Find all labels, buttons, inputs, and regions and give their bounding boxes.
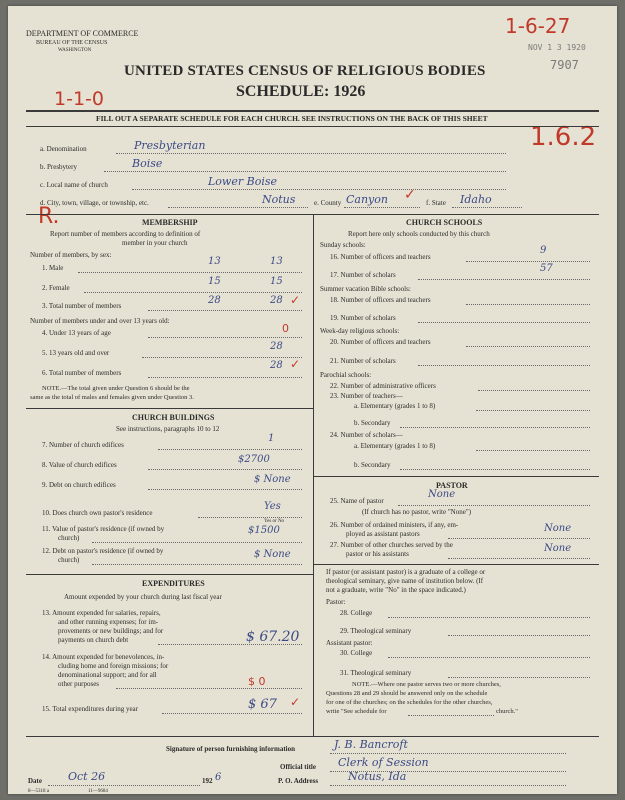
year-prefix: 192 <box>202 777 213 785</box>
q5-label: 5. 13 years old and over <box>42 349 110 357</box>
q18-label: 18. Number of officers and teachers <box>330 296 431 304</box>
q26-label-1: 26. Number of ordained ministers, if any, em- <box>330 521 459 529</box>
county-check-mark: ✓ <box>404 187 416 203</box>
q11-label-2: church) <box>58 534 80 542</box>
q19-label: 19. Number of scholars <box>330 314 396 322</box>
bureau-name: BUREAU OF THE CENSUS <box>36 40 108 46</box>
red-date-mark: 1-6-27 <box>505 14 571 38</box>
q27-label-1: 27. Number of other churches served by the <box>330 541 453 549</box>
q24a-label: a. Elementary (grades 1 to 8) <box>354 442 436 450</box>
q25-label: 25. Name of pastor <box>330 497 384 505</box>
expenditures-heading: EXPENDITURES <box>142 579 205 588</box>
q6-label: 6. Total number of members <box>42 369 122 377</box>
q28-label: 28. College <box>340 609 373 617</box>
q26-value: None <box>544 523 572 534</box>
q6-value: 28 <box>270 360 283 371</box>
state-value: Idaho <box>460 193 492 206</box>
buildings-heading: CHURCH BUILDINGS <box>132 413 215 422</box>
schedule-title: SCHEDULE: 1926 <box>236 83 366 100</box>
q14-label-3: denominational support; and for all <box>58 671 157 679</box>
by-sex-label: Number of members, by sex: <box>30 251 112 259</box>
parochial-label: Parochial schools: <box>320 371 372 379</box>
bureau-city: WASHINGTON <box>58 48 92 53</box>
summer-label: Summer vacation Bible schools: <box>320 285 411 293</box>
q11-label-1: 11. Value of pastor's residence (if owned by <box>42 525 165 533</box>
state-label: f. State <box>426 199 446 207</box>
graduate-note-2: theological seminary, give name of institution below. (If <box>326 577 484 585</box>
q23-label: 23. Number of teachers— <box>330 392 403 400</box>
red-code-left: 1-1-0 <box>54 88 104 110</box>
q15-value: $ 67 <box>248 697 277 712</box>
red-r-mark: R. <box>38 204 60 229</box>
q6-check-mark: ✓ <box>290 357 301 371</box>
q22-label: 22. Number of administrative officers <box>330 382 436 390</box>
q14-label-4: other purposes <box>58 680 100 688</box>
q14-label-2: cluding home and foreign missions; for <box>58 662 169 670</box>
q21-label: 21. Number of scholars <box>330 357 396 365</box>
date-value: Oct 26 <box>68 770 106 783</box>
q23a-label: a. Elementary (grades 1 to 8) <box>354 402 436 410</box>
buildings-sub: See instructions, paragraphs 10 to 12 <box>116 425 220 433</box>
q8-label: 8. Value of church edifices <box>42 461 117 469</box>
q14-value: $ 0 <box>248 675 266 688</box>
pastor-sub-label: Pastor: <box>326 598 346 606</box>
q16-label: 16. Number of officers and teachers <box>330 253 431 261</box>
q14-label-1: 14. Amount expended for benevolences, in- <box>42 653 165 661</box>
dept-name: DEPARTMENT OF COMMERCE <box>26 29 139 38</box>
official-title-label: Official title <box>280 763 316 771</box>
local-name-value: Lower Boise <box>208 175 277 188</box>
membership-intro-2: member in your church <box>122 239 188 247</box>
q5-value: 28 <box>270 341 283 352</box>
q17-label: 17. Number of scholars <box>330 271 396 279</box>
county-label: e. County <box>314 199 342 207</box>
q13-label-1: 13. Amount expended for salaries, repairs, <box>42 609 161 617</box>
q1-value-a: 13 <box>208 256 221 267</box>
print-number: 11—9684 <box>88 789 108 794</box>
q29-label: 29. Theological seminary <box>340 627 412 635</box>
q24b-label: b. Secondary <box>354 461 391 469</box>
red-code-right: 1.6.2 <box>530 122 597 152</box>
q2-value-a: 15 <box>208 276 221 287</box>
q10-hint: Yes or No <box>264 519 285 524</box>
q30-label: 30. College <box>340 649 373 657</box>
q17-value: 57 <box>540 263 553 274</box>
q12-label-1: 12. Debt on pastor's residence (if owned by <box>42 547 164 555</box>
q16-value: 9 <box>540 245 547 256</box>
received-stamp-date: NOV 1 3 1920 <box>528 43 586 52</box>
form-title: UNITED STATES CENSUS OF RELIGIOUS BODIES <box>124 63 486 79</box>
pastor-note-5: church." <box>496 708 518 715</box>
schools-intro: Report here only schools conducted by this church <box>348 230 490 238</box>
local-name-label: c. Local name of church <box>40 181 108 189</box>
membership-intro-1: Report number of members according to definition of <box>50 230 201 238</box>
pastor-note-2: Questions 28 and 29 should be answered only on the schedule <box>326 690 488 697</box>
q25-value: None <box>428 489 456 500</box>
q15-check-mark: ✓ <box>290 695 301 709</box>
po-address-label: P. O. Address <box>278 777 319 785</box>
q4-value: 0 <box>282 322 289 335</box>
q9-value: $ None <box>254 474 291 485</box>
q1-label: 1. Male <box>42 264 64 272</box>
q12-value: $ None <box>254 549 291 560</box>
q25-hint: (If church has no pastor, write "None") <box>362 508 472 516</box>
q13-label-3: provements or new buildings; and for <box>58 627 164 635</box>
assistant-sub-label: Assistant pastor: <box>326 639 373 647</box>
q24-label: 24. Number of scholars— <box>330 431 403 439</box>
denomination-label: a. Denomination <box>40 145 87 153</box>
official-title-value: Clerk of Session <box>338 756 429 769</box>
presbytery-value: Boise <box>132 157 163 170</box>
pastor-note-4: write "See schedule for <box>326 708 387 715</box>
q3-value-b: 28 <box>270 295 283 306</box>
graduate-note-3: not a graduate, write "No" in the space indicated.) <box>326 586 466 594</box>
q2-label: 2. Female <box>42 284 70 292</box>
presbytery-label: b. Presbytery <box>40 163 77 171</box>
q2-value-b: 15 <box>270 276 283 287</box>
q4-label: 4. Under 13 years of age <box>42 329 111 337</box>
year-value: 6 <box>215 772 222 783</box>
date-label: Date <box>28 777 42 785</box>
q23b-label: b. Secondary <box>354 419 391 427</box>
po-address-value: Notus, Ida <box>348 770 407 783</box>
q3-check-mark: ✓ <box>290 293 301 307</box>
signature-label: Signature of person furnishing information <box>166 745 295 753</box>
membership-heading: MEMBERSHIP <box>142 218 198 227</box>
signature-value: J. B. Bancroft <box>334 738 408 751</box>
pastor-note-3: for one of the churches; on the schedules for the other churches, <box>326 699 493 706</box>
q8-value: $2700 <box>238 454 270 465</box>
q31-label: 31. Theological seminary <box>340 669 412 677</box>
county-value: Canyon <box>346 193 388 206</box>
q3-label: 3. Total number of members <box>42 302 122 310</box>
membership-note-1: NOTE.—The total given under Question 6 should be the <box>42 385 190 392</box>
census-schedule-sheet <box>8 6 617 794</box>
q20-label: 20. Number of officers and teachers <box>330 338 431 346</box>
q27-label-2: pastor or his assistants <box>346 550 409 558</box>
q7-value: 1 <box>268 433 275 444</box>
q15-label: 15. Total expenditures during year <box>42 705 138 713</box>
q26-label-2: ployed as assistant pastors <box>346 530 420 538</box>
q11-value: $1500 <box>248 525 280 536</box>
q3-value-a: 28 <box>208 295 221 306</box>
pastor-heading: PASTOR <box>436 481 468 490</box>
pastor-note-1: NOTE.—Where one pastor serves two or more churches, <box>352 681 501 688</box>
q7-label: 7. Number of church edifices <box>42 441 124 449</box>
expenditures-sub: Amount expended by your church during last fiscal year <box>64 593 222 601</box>
membership-note-2: same as the total of males and females given under Question 3. <box>30 394 194 401</box>
q9-label: 9. Debt on church edifices <box>42 481 116 489</box>
age-intro: Number of members under and over 13 years old: <box>30 317 170 325</box>
city-label: d. City, town, village, or township, etc. <box>40 199 149 207</box>
q12-label-2: church) <box>58 556 80 564</box>
weekday-label: Week-day religious schools: <box>320 327 400 335</box>
received-stamp-number: 7907 <box>550 58 579 72</box>
q13-label-4: payments on church debt <box>58 636 129 644</box>
q10-value: Yes <box>264 501 281 512</box>
form-number: 8—5318 a <box>28 789 49 794</box>
graduate-note-1: If pastor (or assistant pastor) is a graduate of a college or <box>326 568 486 576</box>
q13-label-2: and other running expenses; for im- <box>58 618 159 626</box>
q27-value: None <box>544 543 572 554</box>
city-value: Notus <box>262 193 296 206</box>
instruction-line: FILL OUT A SEPARATE SCHEDULE FOR EACH CHURCH. SEE INSTRUCTIONS ON THE BACK OF THIS SHEET <box>96 114 488 123</box>
schools-heading: CHURCH SCHOOLS <box>406 218 483 227</box>
q1-value-b: 13 <box>270 256 283 267</box>
sunday-label: Sunday schools: <box>320 241 366 249</box>
q10-label: 10. Does church own pastor's residence <box>42 509 153 517</box>
q13-value: $ 67.20 <box>246 629 300 645</box>
denomination-value: Presbyterian <box>134 139 206 152</box>
